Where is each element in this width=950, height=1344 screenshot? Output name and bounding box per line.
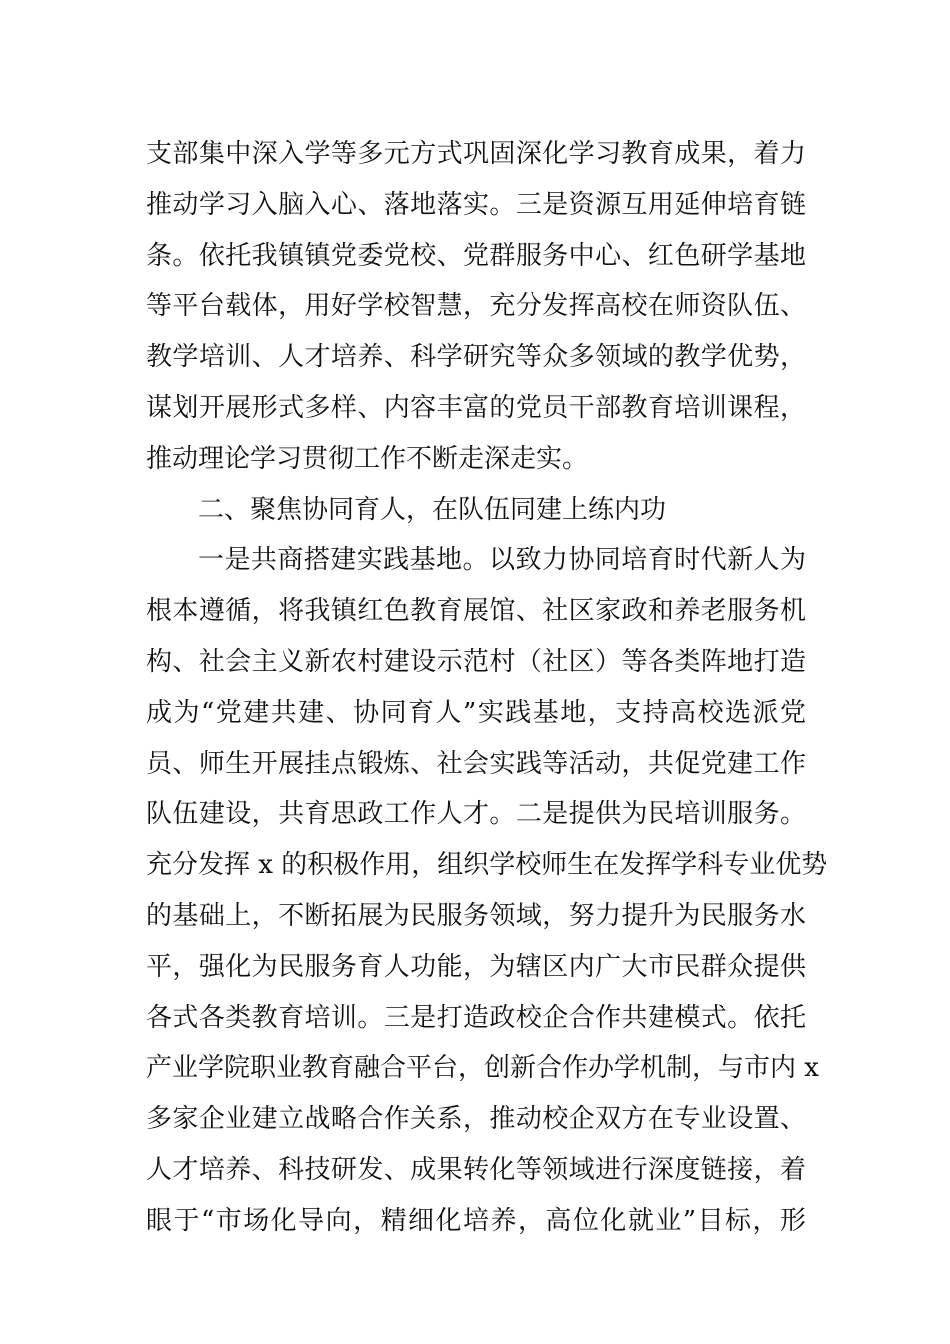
text-line: 条。依托我镇镇党委党校、党群服务中心、红色研学基地 <box>146 240 806 271</box>
text-line: 平，强化为民服务育人功能，为辖区内广大市民群众提供 <box>146 951 806 982</box>
text-line: 推动学习入脑入心、落地落实。三是资源互用延伸培育链 <box>146 189 806 220</box>
text-line: 构、社会主义新农村建设示范村（社区）等各类阵地打造 <box>146 646 806 677</box>
section-heading: 二、聚焦协同育人，在队伍同建上练内功 <box>198 494 667 525</box>
text-line: 一是共商搭建实践基地。以致力协同培育时代新人为 <box>198 545 806 576</box>
text-line: 的基础上，不断拓展为民服务领域，努力提升为民服务水 <box>146 900 806 931</box>
text-line: 眼于“市场化导向，精细化培养，高位化就业”目标，形 <box>146 1205 806 1236</box>
text-line: 人才培养、科技研发、成果转化等领域进行深度链接，着 <box>146 1154 806 1185</box>
body-text <box>146 129 828 1247</box>
text-line: 根本遵循，将我镇红色教育展馆、社区家政和养老服务机 <box>146 596 806 627</box>
text-line: 多家企业建立战略合作关系，推动校企双方在专业设置、 <box>146 1104 806 1135</box>
text-line: 推动理论学习贯彻工作不断走深走实。 <box>146 443 589 474</box>
text-line: 谋划开展形式多样、内容丰富的党员干部教育培训课程， <box>146 392 806 423</box>
text-line: 充分发挥 x 的积极作用，组织学校师生在发挥学科专业优势 <box>146 850 828 881</box>
text-line: 支部集中深入学等多元方式巩固深化学习教育成果，着力 <box>146 139 806 169</box>
text-line: 等平台载体，用好学校智慧，充分发挥高校在师资队伍、 <box>146 291 806 322</box>
text-line: 队伍建设，共育思政工作人才。二是提供为民培训服务。 <box>146 799 806 830</box>
text-line: 产业学院职业教育融合平台，创新合作办学机制，与市内 x <box>146 1053 819 1084</box>
text-line: 教学培训、人才培养、科学研究等众多领域的教学优势， <box>146 342 806 373</box>
text-line: 成为“党建共建、协同育人”实践基地，支持高校选派党 <box>146 697 806 728</box>
text-line: 员、师生开展挂点锻炼、社会实践等活动，共促党建工作 <box>146 748 806 779</box>
text-line: 各式各类教育培训。三是打造政校企合作共建模式。依托 <box>146 1002 806 1033</box>
